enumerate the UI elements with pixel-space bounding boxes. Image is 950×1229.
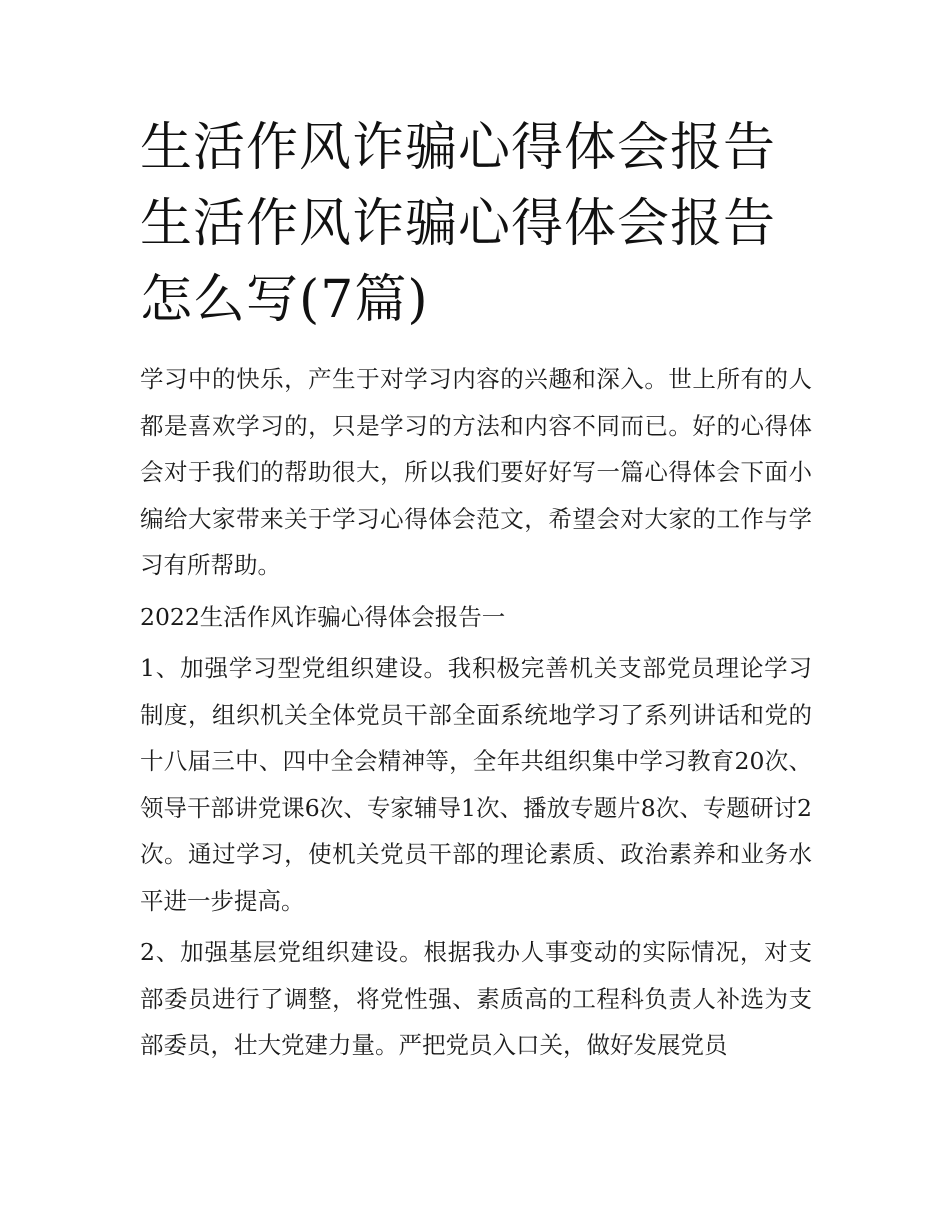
intro-paragraph: 学习中的快乐，产生于对学习内容的兴趣和深入。世上所有的人都是喜欢学习的，只是学习的方法和内容不同而已。好的心得体会对于我们的帮助很大，所以我们要好好写一篇心得体会下面小编给大家带来关于学习心得体会范文，希望会对大家的工作与学习有所帮助。 — [140, 365, 812, 579]
body-paragraph-2: 2、加强基层党组织建设。根据我办人事变动的实际情况，对支部委员进行了调整，将党性强、素质高的工程科负责人补选为支部委员，壮大党建力量。严把党员入口关，做好发展党员 — [140, 938, 812, 1059]
document-body — [140, 356, 812, 1069]
document-title: 生活作风诈骗心得体会报告 生活作风诈骗心得体会报告怎么写(7篇) — [140, 118, 777, 330]
body-paragraph-1: 1、加强学习型党组织建设。我积极完善机关支部党员理论学习制度，组织机关全体党员干部全面系统地学习了系列讲话和党的十八届三中、四中全会精神等，全年共组织集中学习教育20次、领导干部讲党课6次、专家辅导1次、播放专题片8次、专题研讨2次。通过学习，使机关党员干部的理论素质、政治素养和业务水平进一步提高。 — [140, 654, 812, 915]
section-heading: 2022生活作风诈骗心得体会报告一 — [140, 602, 506, 631]
